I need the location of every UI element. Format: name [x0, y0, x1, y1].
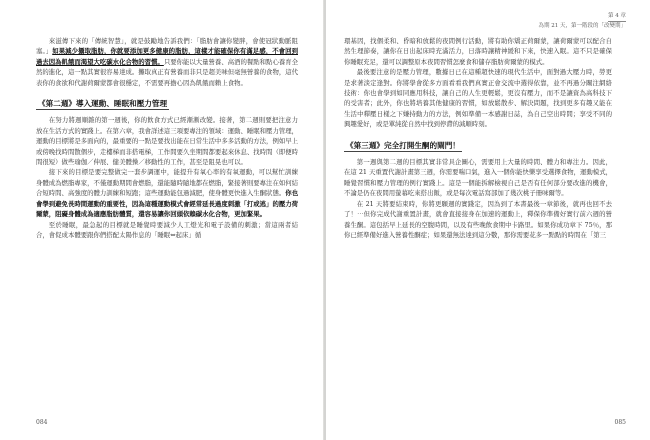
highlighted-sentence: 你也會學到避免長時間運動的重要性，因為這種運動模式會經常延長過度刺激「打或逃」的壓力荷爾蒙，阻礙身體成為適應脂肪體質，還容易讓你回頭依賴碳水化合物，更加緊果。 [36, 189, 299, 219]
chapter-subtitle: 為期 21 天，第一階段的「改變期」 [538, 23, 626, 29]
running-header [539, 12, 627, 30]
left-paragraph-4: 至於睡眠，最急起的目標就是睡覺時要減少人工燈光和電子設備的刺激；當這兩者結合，會促成本體要跟你們搭配太陽作息的「睡眠⇔起床」循 [36, 220, 298, 239]
left-page-text [36, 36, 298, 240]
page-number: 085 [614, 419, 626, 426]
left-paragraph-2: 在努力將週順雜的第一週後，你的飲食方式已經漸漸改變。接著，第二週則要把注意力放在生活方式的實踐上。在第六章，我會詳述這三項要專注的領域：運動、睡眠和壓力管理，運動的目標將是多面向的，最重要的一點是要找出能在日常生活中多多活動的方法，例如早上或傍晚找時間散個步，走樓梯而非搭電梯，工作間要久坐期間都要起來休息、找時間（即便時間很短）做些瑜伽／伸展、健美體操／移動性的工作，甚至是阻晃也可以。 [36, 116, 299, 167]
chapter-label: 第 4 章 [608, 12, 626, 22]
right-paragraph-1: 環基因，找個柔和、昏暗和放鬆的夜間例行活動，將有助你矯正荷爾蒙，讓荷爾蒙可以配合自然生理節奏，讓你在日出起床時充滿活力，日落時讓精神緩和下來，快速入眠。這不只是確保你睡眠充足，還可以調整原本夜間習慣怎麼食和儲存脂肪荷爾蒙的模式。 [344, 37, 612, 66]
highlighted-sentence: 如果減少攝取脂肪，你就要添加更多健康的脂肪，這樣才能確保你有滿足感，不會回到過去因為飢餓而渴望大吃碳水化合物的習慣。 [36, 47, 298, 66]
section-heading-week-3: 《第三週》完全打開生酮的閘門！ [346, 140, 460, 150]
section-heading-week-2: 《第二週》導入運動、睡眠和壓力管理 [38, 99, 168, 109]
right-paragraph-3: 第一週與第二週的目標其實非常具企圖心，需要用上大量的時間、體力和專注力。因此，在這 21 天重置代謝計畫第三週，你需要喘口氣，進入一個你能快樂享受選擇食物，運動模式，睡覺習慣和壓力管理的例行實踐上。這是一個能拆解檢視自己是否有任何部分要改進的機會，不論是仍在夜間用螢幕吃來搭出飯，或是每次電話寫部加了幾次桃子冊味爾等。 [344, 158, 612, 198]
page-number: 084 [36, 419, 48, 426]
right-page-text [344, 36, 612, 240]
left-paragraph-1: 來滋傳下來的「傳統智慧」，就是鼓勵地告訴我們：「脂肪會讓你變胖，會使冠狀動脈阻塞。」如果減少攝取脂肪，你就要添加更多健康的脂肪，這樣才能確保你有滿足感，不會回到過去因為飢餓而渴望大吃碳水化合物的習慣。只要你能以大量營養、高酒的餐點和點心養育全然的進化，這一點其實很容易達成。攤取真正有營養而非只是超美味但毫無營養的食物，這代表你的食欲和代謝荷爾蒙都會很穩定，不需要再擔心因為飢餓而賴上食物。 [36, 37, 299, 87]
left-page [0, 0, 324, 440]
right-page [326, 0, 650, 440]
right-paragraph-4: 在 21 天將要結束時，你將更願週的實踐定，因為到了本書最後一章節後，就再也回不去了！⋯但你完成代謝重置計畫，就會直接接身在加速的運動上，釋保你準備好實行前六週的營養生酮。這包括早上延長的空腹時間，以及有些晚飲食期中卡路里。如果你成功章下 75％，那你已經準備好進入營養性酮症；如果還無法達到這分數，那你需要花多一點點的時間在「第三 [344, 199, 612, 239]
right-paragraph-2: 最後要注意的是壓力管理，數據日已在這種超快速的現代生活中，面對過大壓力時，勞更是求著淡定逢對。你將學會從多方面看看我們真實正會交流中選得依靠，並不再過分關注網絡技術：你也會學到如同應用科技，讓自己的人生更輕鬆，更沒有壓力，而不是讓資為高科技下的受害者；此外，你也將培養其他健康的習慣，如放鬆散步、解決問題，找到更多有趣又能在生活中釋壓日樣之下嫌持動力的方法，例如準備一本感謝日誌，為自己空出時間；享受不同的興趣愛好，或是單純從自然中找到停滯的減順時刻。 [344, 68, 612, 129]
left-paragraph-3: 接下來的目標是要完整做完一套步調運中，能提升有氧心率的有氧運動，可以幫忙訓練身體成為燃脂專家，不僅運動期間會燃脂，還能隨時隨地都在燃脂，緊接著則要專注在如何結合短時間、高強度的體力訓練和短跑；這些運動能包過減肥，使身體更快進入生酮狀態。你也會學到避免長時間運動的重要性，因為這種運動模式會經常延長過度刺激「打或逃」的壓力荷爾蒙，阻礙身體成為適應脂肪體質，還容易讓你回頭依賴碳水化合物，更加緊果。 [36, 168, 299, 219]
